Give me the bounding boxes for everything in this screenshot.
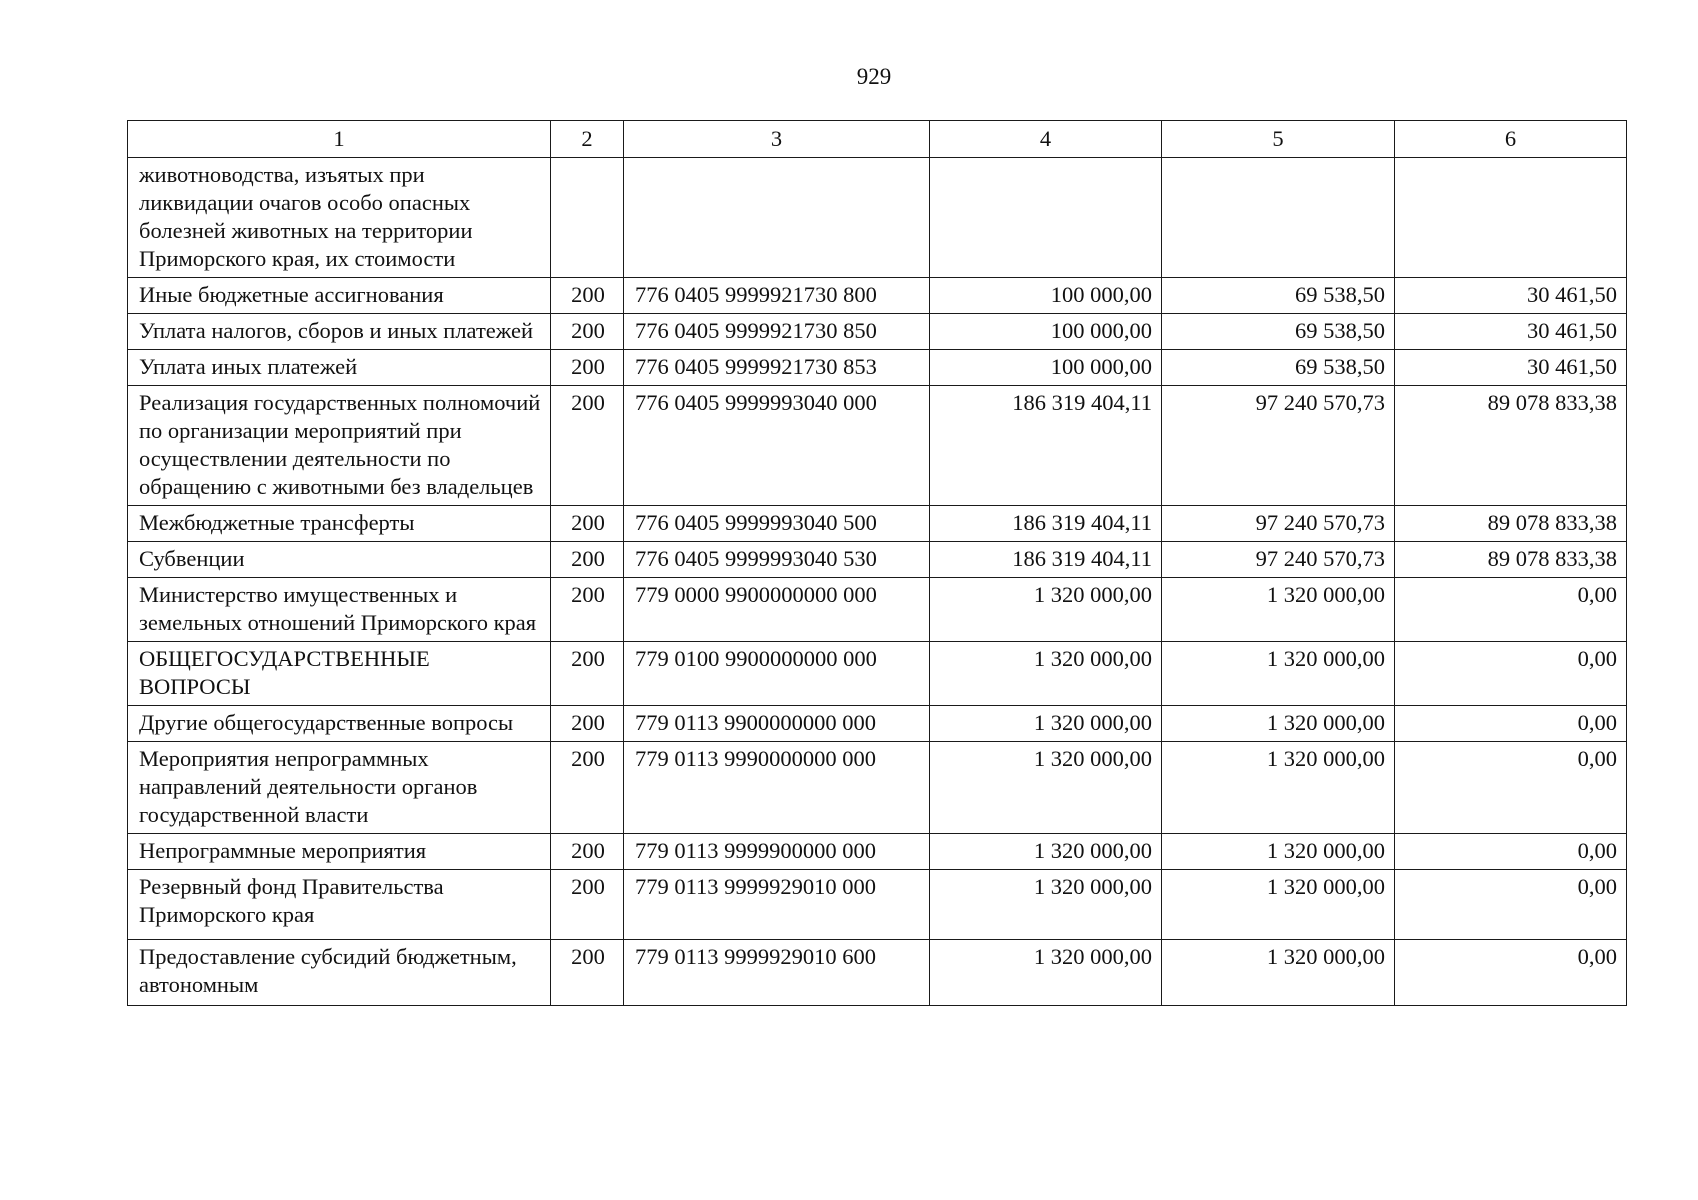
row-unexecuted: 0,00 [1395,940,1627,1006]
row-classification: 779 0113 9999900000 000 [624,834,930,870]
row-classification: 776 0405 9999993040 000 [624,386,930,506]
row-name: Уплата иных платежей [128,350,551,386]
table-row [128,542,1627,578]
row-executed: 1 320 000,00 [1162,642,1395,706]
row-name: Иные бюджетные ассигнования [128,278,551,314]
row-classification: 779 0113 9990000000 000 [624,742,930,834]
row-executed: 97 240 570,73 [1162,386,1395,506]
row-name: Реализация государственных полномочий по организации мероприятий при осуществлении деятельности по обращению с животными без владельцев [128,386,551,506]
row-executed: 1 320 000,00 [1162,834,1395,870]
table-row [128,386,1627,506]
row-unexecuted: 89 078 833,38 [1395,542,1627,578]
row-executed: 69 538,50 [1162,314,1395,350]
row-code: 200 [551,314,624,350]
row-approved: 1 320 000,00 [930,578,1162,642]
table-row [128,706,1627,742]
row-unexecuted: 89 078 833,38 [1395,386,1627,506]
row-code: 200 [551,506,624,542]
row-name: Уплата налогов, сборов и иных платежей [128,314,551,350]
row-unexecuted: 0,00 [1395,706,1627,742]
row-classification: 779 0113 9999929010 600 [624,940,930,1006]
row-name: животноводства, изъятых при ликвидации очагов особо опасных болезней животных на территории Приморского края, их стоимости [128,158,551,278]
row-name: Предоставление субсидий бюджетным, автономным [128,940,551,1006]
row-unexecuted: 0,00 [1395,642,1627,706]
column-header-4: 4 [930,121,1162,158]
table-row [128,940,1627,1006]
row-code: 200 [551,706,624,742]
row-executed: 69 538,50 [1162,278,1395,314]
row-approved [930,158,1162,278]
row-code [551,158,624,278]
row-unexecuted: 0,00 [1395,578,1627,642]
row-classification: 779 0113 9999929010 000 [624,870,930,940]
row-executed: 97 240 570,73 [1162,506,1395,542]
row-approved: 186 319 404,11 [930,386,1162,506]
row-unexecuted [1395,158,1627,278]
row-approved: 186 319 404,11 [930,542,1162,578]
row-approved: 1 320 000,00 [930,870,1162,940]
table-row [128,314,1627,350]
table-row [128,642,1627,706]
row-executed: 1 320 000,00 [1162,940,1395,1006]
row-unexecuted: 0,00 [1395,742,1627,834]
row-approved: 1 320 000,00 [930,742,1162,834]
row-classification: 776 0405 9999921730 800 [624,278,930,314]
table-row [128,870,1627,940]
row-approved: 100 000,00 [930,350,1162,386]
row-classification: 779 0100 9900000000 000 [624,642,930,706]
row-name: Другие общегосударственные вопросы [128,706,551,742]
table-row [128,506,1627,542]
row-code: 200 [551,870,624,940]
row-name: Министерство имущественных и земельных отношений Приморского края [128,578,551,642]
row-executed: 1 320 000,00 [1162,742,1395,834]
table-row [128,350,1627,386]
budget-execution-table [127,120,1627,1006]
row-unexecuted: 30 461,50 [1395,350,1627,386]
row-classification: 776 0405 9999993040 500 [624,506,930,542]
row-name: Непрограммные мероприятия [128,834,551,870]
row-unexecuted: 30 461,50 [1395,314,1627,350]
row-name: Субвенции [128,542,551,578]
row-unexecuted: 0,00 [1395,870,1627,940]
row-unexecuted: 0,00 [1395,834,1627,870]
row-code: 200 [551,542,624,578]
row-name: Межбюджетные трансферты [128,506,551,542]
row-name: Резервный фонд Правительства Приморского края [128,870,551,940]
row-classification: 776 0405 9999921730 853 [624,350,930,386]
row-code: 200 [551,578,624,642]
table-row [128,578,1627,642]
row-classification [624,158,930,278]
table-row [128,834,1627,870]
row-code: 200 [551,350,624,386]
row-approved: 1 320 000,00 [930,706,1162,742]
row-executed [1162,158,1395,278]
row-executed: 69 538,50 [1162,350,1395,386]
column-header-5: 5 [1162,121,1395,158]
row-approved: 1 320 000,00 [930,642,1162,706]
table-row [128,278,1627,314]
table-header-row [128,121,1627,158]
row-approved: 1 320 000,00 [930,940,1162,1006]
row-approved: 100 000,00 [930,278,1162,314]
row-classification: 776 0405 9999993040 530 [624,542,930,578]
row-classification: 779 0000 9900000000 000 [624,578,930,642]
row-executed: 1 320 000,00 [1162,706,1395,742]
row-code: 200 [551,278,624,314]
row-executed: 1 320 000,00 [1162,870,1395,940]
row-code: 200 [551,742,624,834]
row-executed: 1 320 000,00 [1162,578,1395,642]
column-header-1: 1 [128,121,551,158]
row-code: 200 [551,940,624,1006]
row-approved: 1 320 000,00 [930,834,1162,870]
row-name: ОБЩЕГОСУДАРСТВЕННЫЕ ВОПРОСЫ [128,642,551,706]
row-code: 200 [551,834,624,870]
row-code: 200 [551,642,624,706]
row-classification: 776 0405 9999921730 850 [624,314,930,350]
column-header-3: 3 [624,121,930,158]
column-header-2: 2 [551,121,624,158]
row-approved: 100 000,00 [930,314,1162,350]
row-code: 200 [551,386,624,506]
row-classification: 779 0113 9900000000 000 [624,706,930,742]
row-name: Мероприятия непрограммных направлений деятельности органов государственной власти [128,742,551,834]
page-number: 929 [856,64,892,89]
table-row [128,742,1627,834]
table-row [128,158,1627,278]
row-approved: 186 319 404,11 [930,506,1162,542]
row-unexecuted: 89 078 833,38 [1395,506,1627,542]
row-executed: 97 240 570,73 [1162,542,1395,578]
row-unexecuted: 30 461,50 [1395,278,1627,314]
column-header-6: 6 [1395,121,1627,158]
